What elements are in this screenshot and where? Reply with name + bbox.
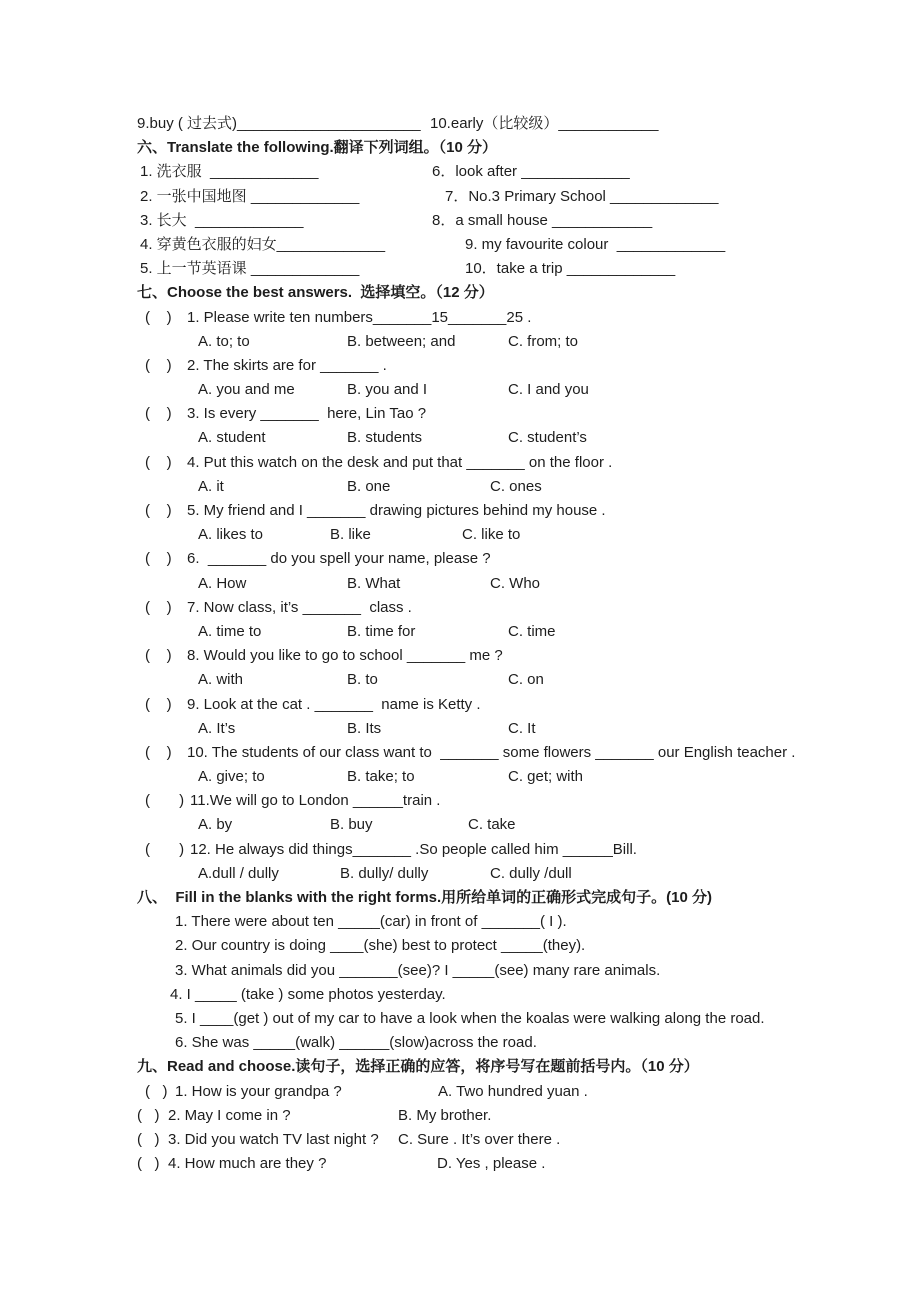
section9-heading <box>0 1055 920 1079</box>
option-a: A. you and me <box>198 381 295 399</box>
answer-bracket: ( ) <box>137 1130 160 1148</box>
comparative-item: 10.early（比较级）____________ <box>430 115 659 132</box>
translate-row-1 <box>0 160 920 184</box>
fill-item-text: 6. She was _____(walk) ______(slow)across the road. <box>175 1034 537 1052</box>
mc-options-1 <box>0 330 920 354</box>
question-text: 10. The students of our class want to _______ some flowers _______ our English teacher . <box>187 743 796 761</box>
option-b: B. buy <box>330 816 373 834</box>
mc-options-10 <box>0 765 920 789</box>
answer-bracket: ( ) <box>145 1082 168 1100</box>
match-answer: A. Two hundred yuan . <box>438 1082 588 1100</box>
answer-bracket: ( ) <box>145 453 172 471</box>
option-a: A. it <box>198 477 224 495</box>
mc-options-8 <box>0 668 920 692</box>
translate-item-2: 2. 一张中国地图 _____________ <box>140 187 360 205</box>
option-c: C. Who <box>490 574 541 592</box>
mc-options-4 <box>0 475 920 499</box>
past-tense-item: 9.buy ( 过去式)______________________ <box>137 115 421 132</box>
fill-item-5 <box>0 1007 920 1031</box>
option-a: A. by <box>198 816 233 834</box>
mc-options-9 <box>0 717 920 741</box>
mc-question-1 <box>0 306 920 330</box>
question-text: 4. Put this watch on the desk and put that _______ on the floor . <box>187 453 613 471</box>
option-b: B. like <box>330 526 371 544</box>
fill-item-text: 2. Our country is doing ____(she) best to protect _____(they). <box>175 937 586 955</box>
translate-row-3 <box>0 209 920 233</box>
section7-heading <box>0 281 920 305</box>
mc-options-6 <box>0 572 920 596</box>
answer-bracket: ( ) <box>145 502 172 519</box>
question-text: 2. The skirts are for _______ . <box>187 356 387 374</box>
section8-title: 八、 Fill in the blanks with the right forms.用所给单词的正确形式完成句子。(10 分) <box>137 889 713 906</box>
translate-item-4: 4. 穿黄色衣服的妇女_____________ <box>140 235 386 253</box>
mc-question-6 <box>0 547 920 571</box>
question-text: 9. Look at the cat . _______ name is Ketty . <box>187 695 481 713</box>
question-text: 11.We will go to London ______train . <box>190 792 441 810</box>
fill-item-text: 3. What animals did you _______(see)? I _____(see) many rare animals. <box>175 961 661 979</box>
fill-item-4 <box>0 983 920 1007</box>
section9-title: 九、Read and choose.读句子，选择正确的应答，将序号写在题前括号内。（10 分） <box>137 1058 699 1076</box>
mc-question-5 <box>0 499 920 523</box>
section6-heading <box>0 136 920 160</box>
option-c: C. on <box>508 671 544 689</box>
mc-question-7 <box>0 596 920 620</box>
translate-item-9: 9. my favourite colour _____________ <box>465 235 726 253</box>
match-question: 1. How is your grandpa ? <box>175 1082 342 1100</box>
answer-bracket: ( ) <box>145 356 172 374</box>
answer-bracket: ( ) <box>145 792 185 810</box>
mc-options-7 <box>0 620 920 644</box>
mc-question-12 <box>0 838 920 862</box>
match-question: 3. Did you watch TV last night ? <box>168 1130 379 1148</box>
answer-bracket: ( ) <box>137 1106 160 1124</box>
option-c: C. student’s <box>508 429 587 447</box>
match-pair-2 <box>0 1104 920 1128</box>
mc-options-11 <box>0 813 920 837</box>
match-pair-1 <box>0 1080 920 1104</box>
mc-question-10 <box>0 741 920 765</box>
option-b: B. Its <box>347 719 382 737</box>
mc-options-5 <box>0 523 920 547</box>
option-a: A.dull / dully <box>198 864 279 882</box>
section8-heading <box>0 886 920 910</box>
mc-question-9 <box>0 693 920 717</box>
mc-options-12 <box>0 862 920 886</box>
option-b: B. dully/ dully <box>340 864 429 882</box>
question-text: 8. Would you like to go to school _______ me ? <box>187 647 503 665</box>
option-b: B. to <box>347 671 378 689</box>
answer-bracket: ( ) <box>145 308 172 326</box>
mc-question-8 <box>0 644 920 668</box>
section7-title: 七、Choose the best answers. 选择填空。（12 分） <box>137 284 494 302</box>
option-c: C. like to <box>462 526 521 544</box>
answer-bracket: ( ) <box>145 550 172 568</box>
answer-bracket: ( ) <box>145 647 172 665</box>
question-text: 6. _______ do you spell your name, please ? <box>187 550 491 568</box>
option-a: A. likes to <box>198 526 264 544</box>
translate-item-3: 3. 长大 _____________ <box>140 211 304 229</box>
match-question: 2. May I come in ? <box>168 1106 291 1124</box>
answer-bracket: ( ) <box>145 405 172 423</box>
fill-item-3 <box>0 959 920 983</box>
question-text: 12. He always did things_______ .So people called him ______Bill. <box>190 840 637 858</box>
fill-item-6 <box>0 1031 920 1055</box>
translate-item-5: 5. 上一节英语课 _____________ <box>140 260 360 278</box>
translate-item-10: 10．take a trip _____________ <box>465 260 676 278</box>
match-answer: B. My brother. <box>398 1106 492 1124</box>
option-b: B. take; to <box>347 768 415 786</box>
option-a: A. with <box>198 671 244 689</box>
option-a: A. It’s <box>198 719 236 737</box>
translate-item-8: 8．a small house ____________ <box>432 211 653 229</box>
translate-item-6: 6．look after _____________ <box>432 163 630 181</box>
word-form-line <box>0 112 920 136</box>
option-c: C. take <box>468 816 516 834</box>
document-body <box>0 112 920 1176</box>
fill-item-text: 4. I _____ (take ) some photos yesterday. <box>170 985 446 1003</box>
mc-question-2 <box>0 354 920 378</box>
translate-item-7: 7．No.3 Primary School _____________ <box>445 187 719 205</box>
option-b: B. you and I <box>347 381 428 399</box>
option-c: C. time <box>508 622 556 640</box>
option-a: A. time to <box>198 622 262 640</box>
mc-options-2 <box>0 378 920 402</box>
answer-bracket: ( ) <box>145 695 172 713</box>
option-c: C. get; with <box>508 768 584 786</box>
option-c: C. ones <box>490 477 542 495</box>
option-b: B. What <box>347 574 401 592</box>
question-text: 1. Please write ten numbers_______15_______25 . <box>187 308 532 326</box>
mc-question-3 <box>0 402 920 426</box>
match-pair-3 <box>0 1128 920 1152</box>
fill-item-text: 1. There were about ten _____(car) in front of _______( I ). <box>175 913 567 931</box>
mc-question-11 <box>0 789 920 813</box>
translate-row-5 <box>0 257 920 281</box>
fill-item-1 <box>0 910 920 934</box>
option-b: B. one <box>347 477 391 495</box>
option-c: C. from; to <box>508 332 579 350</box>
fill-item-text: 5. I ____(get ) out of my car to have a look when the koalas were walking along the road. <box>175 1009 765 1027</box>
question-text: 5. My friend and I _______ drawing pictures behind my house . <box>187 502 606 519</box>
match-pair-4 <box>0 1152 920 1176</box>
option-c: C. I and you <box>508 381 589 399</box>
option-b: B. students <box>347 429 423 447</box>
mc-options-3 <box>0 426 920 450</box>
translate-row-2 <box>0 185 920 209</box>
option-c: C. It <box>508 719 536 737</box>
fill-item-2 <box>0 934 920 958</box>
option-c: C. dully /dull <box>490 864 572 882</box>
answer-bracket: ( ) <box>145 743 172 761</box>
option-a: A. to; to <box>198 332 250 350</box>
option-b: B. between; and <box>347 332 456 350</box>
question-text: 3. Is every _______ here, Lin Tao ? <box>187 405 427 423</box>
option-b: B. time for <box>347 622 416 640</box>
answer-bracket: ( ) <box>145 598 172 616</box>
match-question: 4. How much are they ? <box>168 1155 327 1173</box>
answer-bracket: ( ) <box>137 1155 160 1173</box>
answer-bracket: ( ) <box>145 840 185 858</box>
mc-question-4 <box>0 451 920 475</box>
option-a: A. How <box>198 574 247 592</box>
translate-item-1: 1. 洗衣服 _____________ <box>140 163 319 181</box>
option-a: A. student <box>198 429 266 447</box>
match-answer: D. Yes , please . <box>437 1155 546 1173</box>
match-answer: C. Sure . It’s over there . <box>398 1130 561 1148</box>
question-text: 7. Now class, it’s _______ class . <box>187 598 412 616</box>
option-a: A. give; to <box>198 768 265 786</box>
translate-row-4 <box>0 233 920 257</box>
section6-title: 六、Translate the following.翻译下列词组。（10 分） <box>137 139 498 157</box>
